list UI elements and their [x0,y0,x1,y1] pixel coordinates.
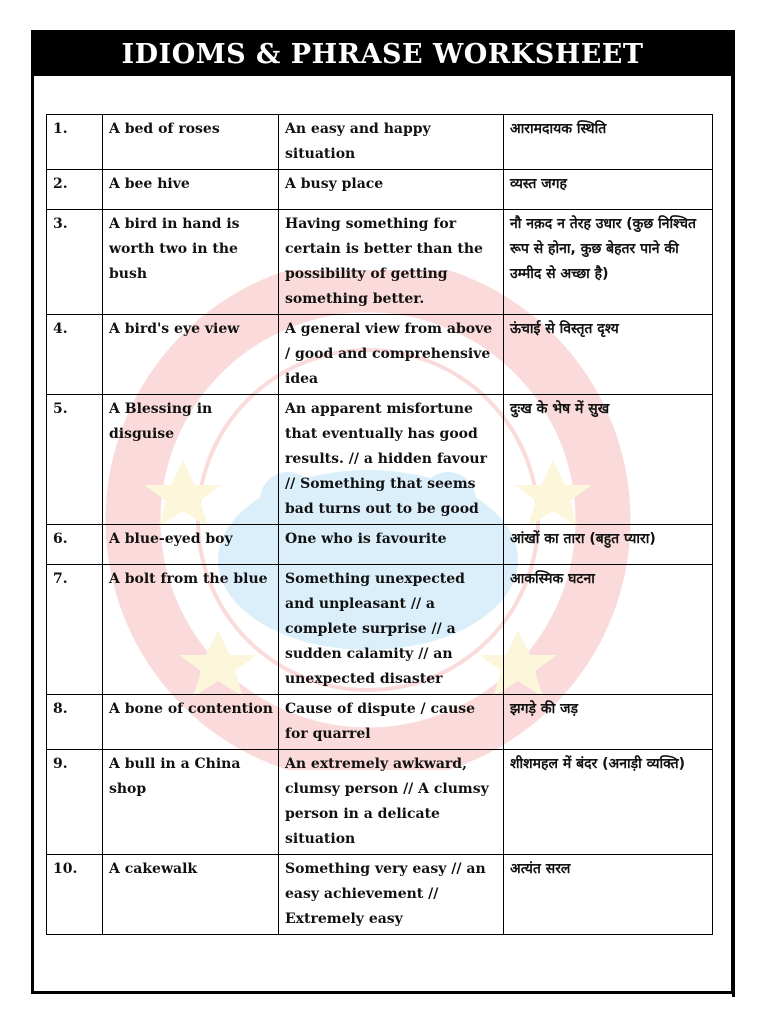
idiom-cell: A bird in hand is worth two in the bush [103,210,279,315]
idiom-cell: A bone of contention [103,695,279,750]
hindi-meaning-cell: नौ नक़द न तेरह उधार (कुछ निश्चित रूप से होना, कुछ बेहतर पाने की उम्मीद से अच्छा है) [504,210,713,315]
meaning-cell: A busy place [279,170,504,210]
row-number: 1. [47,115,103,170]
hindi-meaning-cell: आंखों का तारा (बहुत प्यारा) [504,525,713,565]
idiom-cell: A bird's eye view [103,315,279,395]
idiom-cell: A bull in a China shop [103,750,279,855]
meaning-cell: An extremely awkward, clumsy person // A clumsy person in a delicate situation [279,750,504,855]
meaning-cell: Something very easy // an easy achievement // Extremely easy [279,855,504,935]
row-number: 10. [47,855,103,935]
row-number: 9. [47,750,103,855]
worksheet-title: IDIOMS & PHRASE WORKSHEET [34,33,731,76]
hindi-meaning-cell: शीशमहल में बंदर (अनाड़ी व्यक्ति) [504,750,713,855]
meaning-cell: Having something for certain is better than the possibility of getting something better. [279,210,504,315]
hindi-meaning-cell: आकस्मिक घटना [504,565,713,695]
idiom-cell: A bolt from the blue [103,565,279,695]
hindi-meaning-cell: व्यस्त जगह [504,170,713,210]
row-number: 2. [47,170,103,210]
row-number: 5. [47,395,103,525]
meaning-cell: A general view from above / good and comprehensive idea [279,315,504,395]
hindi-meaning-cell: दुःख के भेष में सुख [504,395,713,525]
table-row [47,565,713,695]
table-row [47,115,713,170]
table-row [47,525,713,565]
hindi-meaning-cell: झगड़े की जड़ [504,695,713,750]
row-number: 6. [47,525,103,565]
table-row [47,315,713,395]
table-row [47,395,713,525]
row-number: 4. [47,315,103,395]
hindi-meaning-cell: ऊंचाई से विस्तृत दृश्य [504,315,713,395]
idiom-cell: A Blessing in disguise [103,395,279,525]
table-row [47,750,713,855]
table-row [47,695,713,750]
hindi-meaning-cell: आरामदायक स्थिति [504,115,713,170]
meaning-cell: Cause of dispute / cause for quarrel [279,695,504,750]
table-row [47,210,713,315]
meaning-cell: An easy and happy situation [279,115,504,170]
table-row [47,170,713,210]
idiom-cell: A cakewalk [103,855,279,935]
row-number: 8. [47,695,103,750]
meaning-cell: One who is favourite [279,525,504,565]
idiom-cell: A blue-eyed boy [103,525,279,565]
idiom-cell: A bee hive [103,170,279,210]
idioms-table [46,114,713,935]
meaning-cell: Something unexpected and unpleasant // a complete surprise // a sudden calamity // an unexpected disaster [279,565,504,695]
row-number: 3. [47,210,103,315]
hindi-meaning-cell: अत्यंत सरल [504,855,713,935]
row-number: 7. [47,565,103,695]
meaning-cell: An apparent misfortune that eventually has good results. // a hidden favour // Something that seems bad turns out to be good [279,395,504,525]
table-row [47,855,713,935]
idiom-cell: A bed of roses [103,115,279,170]
